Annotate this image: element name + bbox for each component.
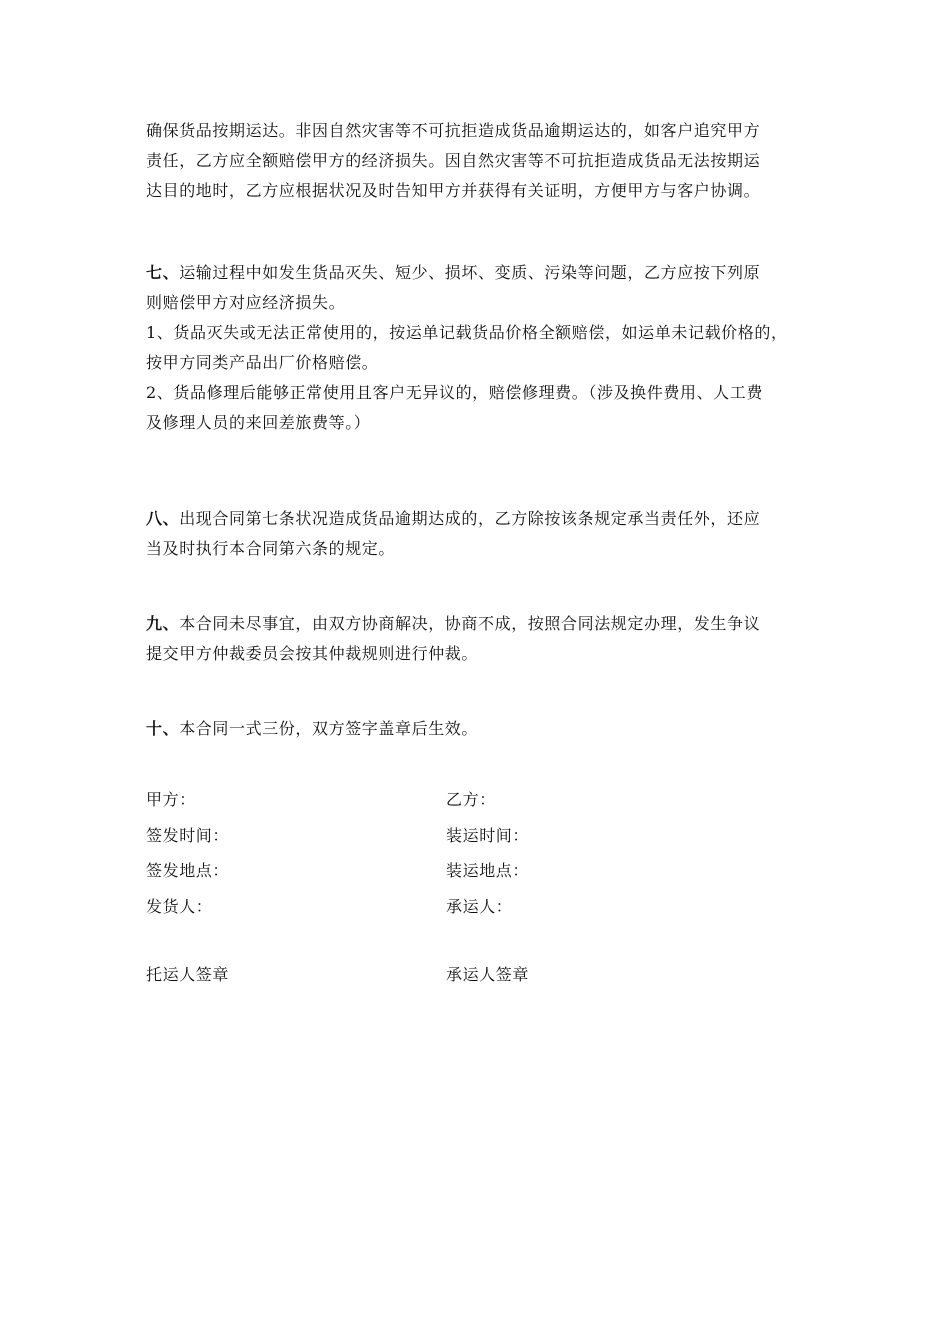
clause-text: 出现合同第七条状况造成货品逾期达成的，乙方除按该条规定承当责任外，还应	[179, 509, 761, 528]
clause-10	[146, 714, 826, 744]
text-line	[146, 714, 826, 744]
text-line: 提交甲方仲裁委员会按其仲裁规则进行仲裁。	[146, 644, 479, 663]
clause-number: 八、	[146, 509, 180, 528]
shipper-label: 发货人：	[146, 896, 213, 916]
text-line: 达目的地时，乙方应根据状况及时告知甲方并获得有关证明，方便甲方与客户协调。	[146, 181, 761, 200]
text-line: 当及时执行本合同第六条的规定。	[146, 539, 396, 558]
signature-row	[146, 892, 826, 928]
issue-time-label: 签发时间：	[146, 825, 230, 845]
carrier-label: 承运人：	[446, 896, 513, 916]
clause-text: 本合同一式三份，双方签字盖章后生效。	[179, 719, 479, 738]
signature-row	[146, 785, 826, 821]
clause-number: 十、	[146, 719, 180, 738]
clause-number: 九、	[146, 614, 180, 633]
clause-8	[146, 504, 826, 564]
loading-time-label: 装运时间：	[446, 825, 530, 845]
party-a-label: 甲方：	[146, 790, 196, 809]
text-line	[146, 609, 826, 639]
text-line: 则赔偿甲方对应经济损失。	[146, 293, 346, 312]
issue-place-label: 签发地点：	[146, 861, 230, 880]
text-line	[146, 504, 826, 534]
clause-9	[146, 609, 826, 669]
signature-row	[146, 856, 826, 892]
clause-text: 运输过程中如发生货品灭失、短少、损坏、变质、污染等问题，乙方应按下列原	[179, 263, 761, 282]
text-line: 2、货品修理后能够正常使用且客户无异议的，赔偿修理费。（涉及换件费用、人工费	[146, 383, 763, 402]
text-line: 1、货品灭失或无法正常使用的，按运单记载货品价格全额赔偿，如运单未记载价格的，	[146, 323, 788, 342]
text-line: 及修理人员的来回差旅费等。）	[146, 413, 371, 432]
clause-text: 本合同未尽事宜，由双方协商解决，协商不成，按照合同法规定办理，发生争议	[179, 614, 761, 633]
text-line: 责任，乙方应全额赔偿甲方的经济损失。因自然灾害等不可抗拒造成货品无法按期运	[146, 151, 761, 170]
text-line: 确保货品按期运达。非因自然灾害等不可抗拒造成货品逾期运达的，如客户追究甲方	[146, 121, 761, 140]
signature-block	[146, 785, 826, 927]
carrier-seal-label: 承运人签章	[446, 965, 530, 984]
consignor-seal-label: 托运人签章	[146, 965, 230, 984]
text-line	[146, 258, 826, 288]
seal-row	[146, 960, 826, 990]
party-b-label: 乙方：	[446, 790, 496, 809]
signature-row	[146, 821, 826, 857]
text-line: 按甲方同类产品出厂价格赔偿。	[146, 353, 379, 372]
clause-number: 七、	[146, 263, 180, 282]
clause-7	[146, 258, 826, 438]
loading-place-label: 装运地点：	[446, 861, 530, 880]
clause-6-continued	[146, 116, 826, 206]
